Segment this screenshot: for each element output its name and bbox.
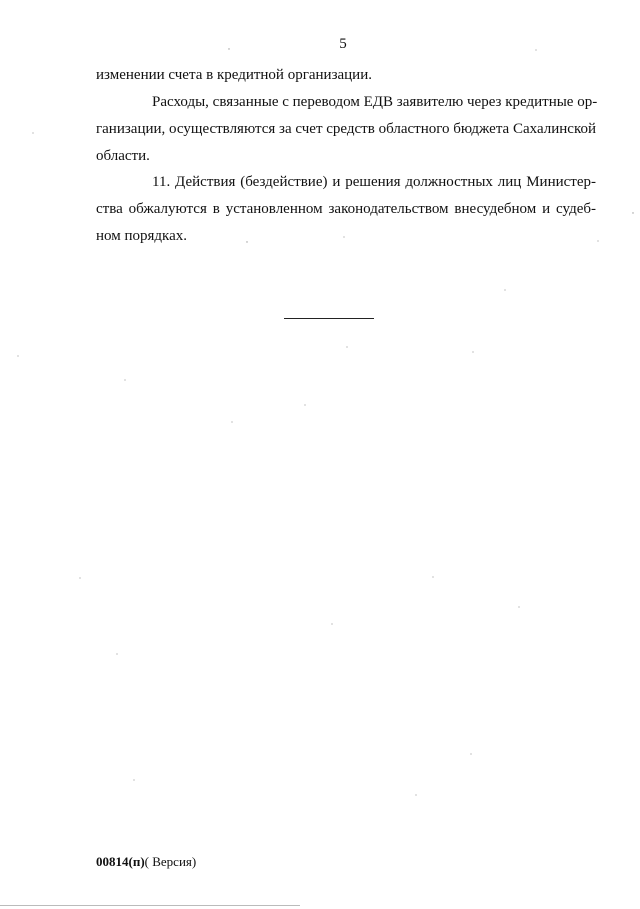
text-line: 11. Действия (бездействие) и решения должностных лиц Министер- [152, 174, 596, 190]
text-line: ства обжалуются в установленном законодательством внесудебном и судеб- [96, 201, 596, 217]
text-line: ганизации, осуществляются за счет средств областного бюджета Сахалинской [96, 121, 596, 137]
text-line: изменении счета в кредитной организации. [96, 67, 372, 83]
paragraph-continuation [96, 62, 596, 89]
paragraph-appeal [96, 169, 596, 250]
end-divider-line [284, 318, 374, 319]
page-number: 5 [339, 36, 347, 52]
scan-edge-line [0, 905, 300, 906]
document-version-label: ( Версия) [144, 854, 197, 869]
document-code: 00814(п) [96, 854, 145, 869]
text-line: ном порядках. [96, 228, 188, 244]
text-line: Расходы, связанные с переводом ЕДВ заявителю через кредитные ор- [152, 94, 598, 110]
document-code-footer [96, 854, 196, 870]
paragraph-expenses [96, 89, 596, 170]
text-line: области. [96, 148, 150, 164]
